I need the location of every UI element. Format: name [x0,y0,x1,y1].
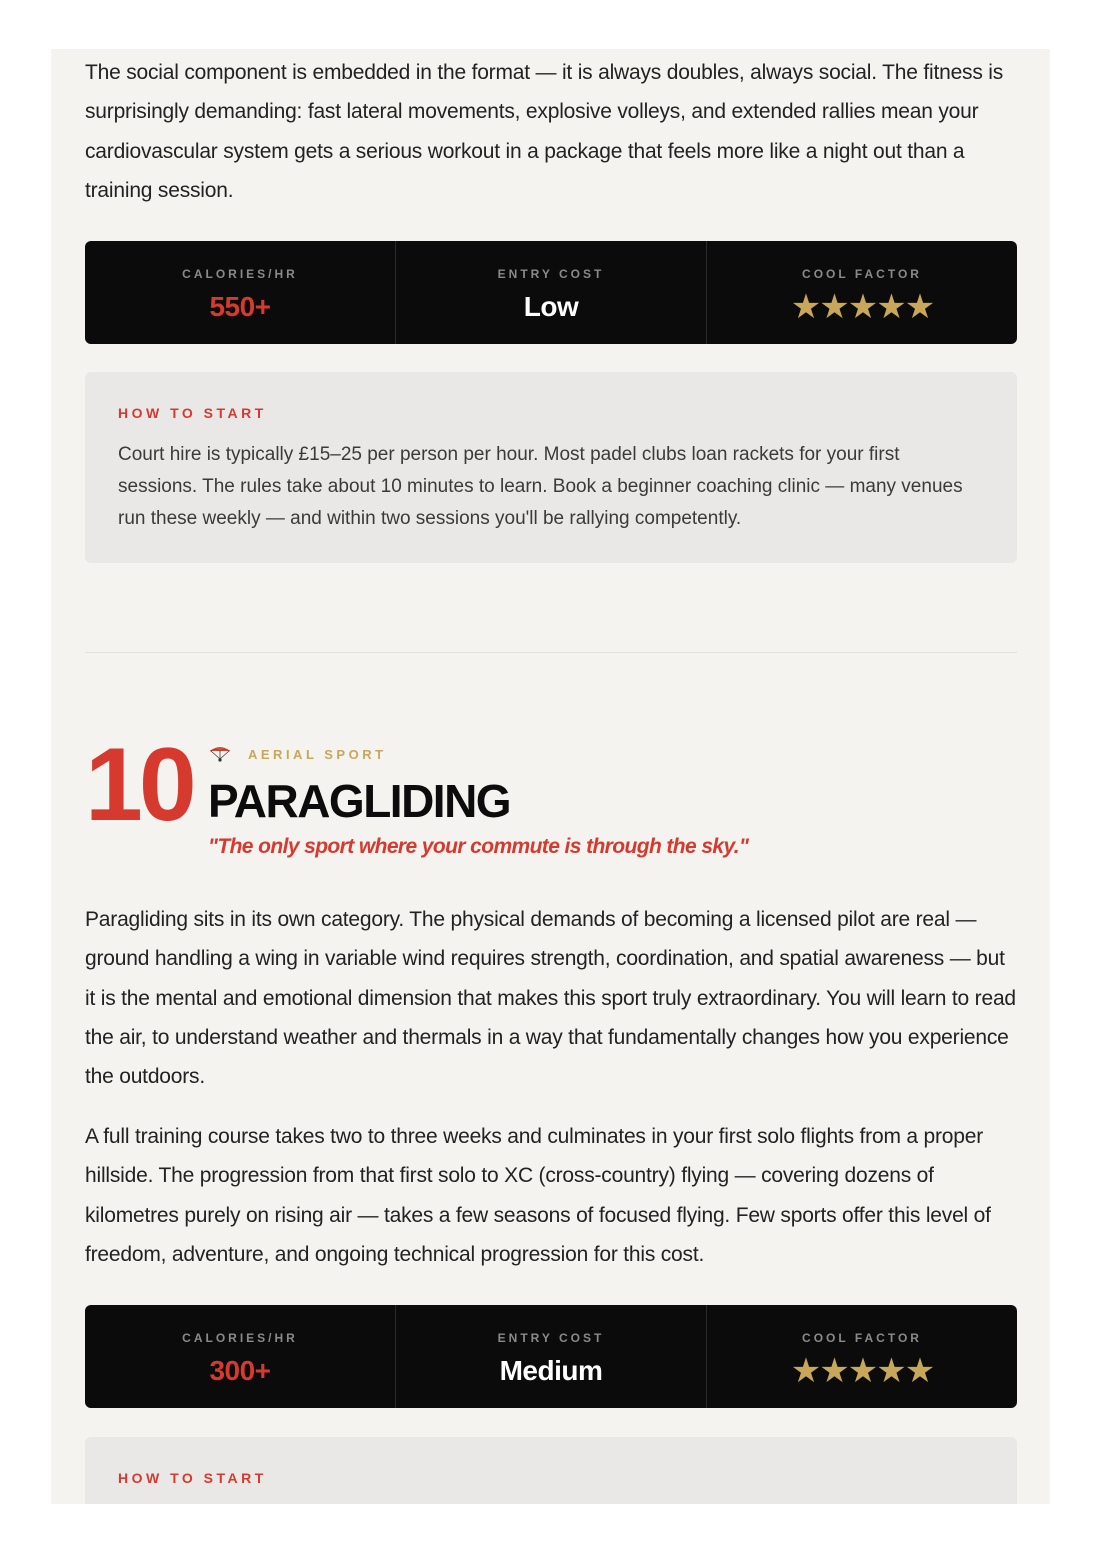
padel-closing-section [85,53,1017,210]
section-divider [85,652,1017,653]
stat-entry-cost [395,241,706,344]
article-page [51,49,1050,1504]
rank-number: 10 [85,727,193,843]
stat-calories [85,1305,395,1408]
body-paragraph: The social component is embedded in the format — it is always doubles, always social. The fitness is surprisingly demanding: fast lateral movements, explosive volleys, and extended rallies mean your cardiovascular system gets a serious workout in a package that feels more like a night out than a training session. [85,61,1004,202]
stat-value: 300+ [209,1355,271,1386]
how-to-start-label: HOW TO START [118,1470,267,1486]
section-quote: "The only sport where your commute is through the sky." [208,835,749,858]
stat-label: ENTRY COST [497,267,605,281]
stat-label: CALORIES/HR [182,1331,298,1345]
body-paragraph: Paragliding sits in its own category. The physical demands of becoming a licensed pilot are real — ground handling a wing in variable wind requires strength, coordination, and spatial awareness — but it is the mental and emotional dimension that makes this sport truly extraordinary. You will learn to read the air, to understand weather and thermals in a way that fundamentally changes how you experience the outdoors. [85,908,1016,1089]
padel-stats-bar [85,241,1017,344]
stat-entry-cost [395,1305,706,1408]
stat-label: COOL FACTOR [802,1331,922,1345]
stat-value: Medium [499,1355,603,1386]
how-to-start-box [85,372,1017,563]
paragliding-body [85,900,1017,1096]
stat-label: ENTRY COST [497,1331,605,1345]
body-paragraph: A full training course takes two to three weeks and culminates in your first solo flights from a proper hillside. The progression from that first solo to XC (cross-country) flying — covering dozens of kilometres purely on rising air — takes a few seasons of focused flying. Few sports offer this level of freedom, adventure, and ongoing technical progression for this cost. [85,1125,991,1266]
how-to-start-box [85,1437,1017,1504]
paragliding-body-2 [85,1117,1017,1274]
section-title: PARAGLIDING [208,775,511,827]
stat-value: Low [523,291,579,322]
stat-calories [85,241,395,344]
how-to-start-label: HOW TO START [118,405,267,421]
paragliding-stats-bar [85,1305,1017,1408]
star-rating-icon: ★★★★★ [790,1352,934,1390]
star-rating-icon: ★★★★★ [790,288,934,326]
stat-label: COOL FACTOR [802,267,922,281]
category-label: AERIAL SPORT [248,746,387,762]
how-to-start-text: Court hire is typically £15–25 per person per hour. Most padel clubs loan rackets for your first sessions. The rules take about 10 minutes to learn. Book a beginner coaching clinic — many venues run these weekly — and within two sessions you'll be rallying competently. [118,444,963,529]
stat-label: CALORIES/HR [182,267,298,281]
stat-cool-factor [706,241,1017,344]
stat-cool-factor [706,1305,1017,1408]
stat-value: 550+ [209,291,271,322]
category-row [208,746,387,762]
parachute-icon [208,746,232,762]
